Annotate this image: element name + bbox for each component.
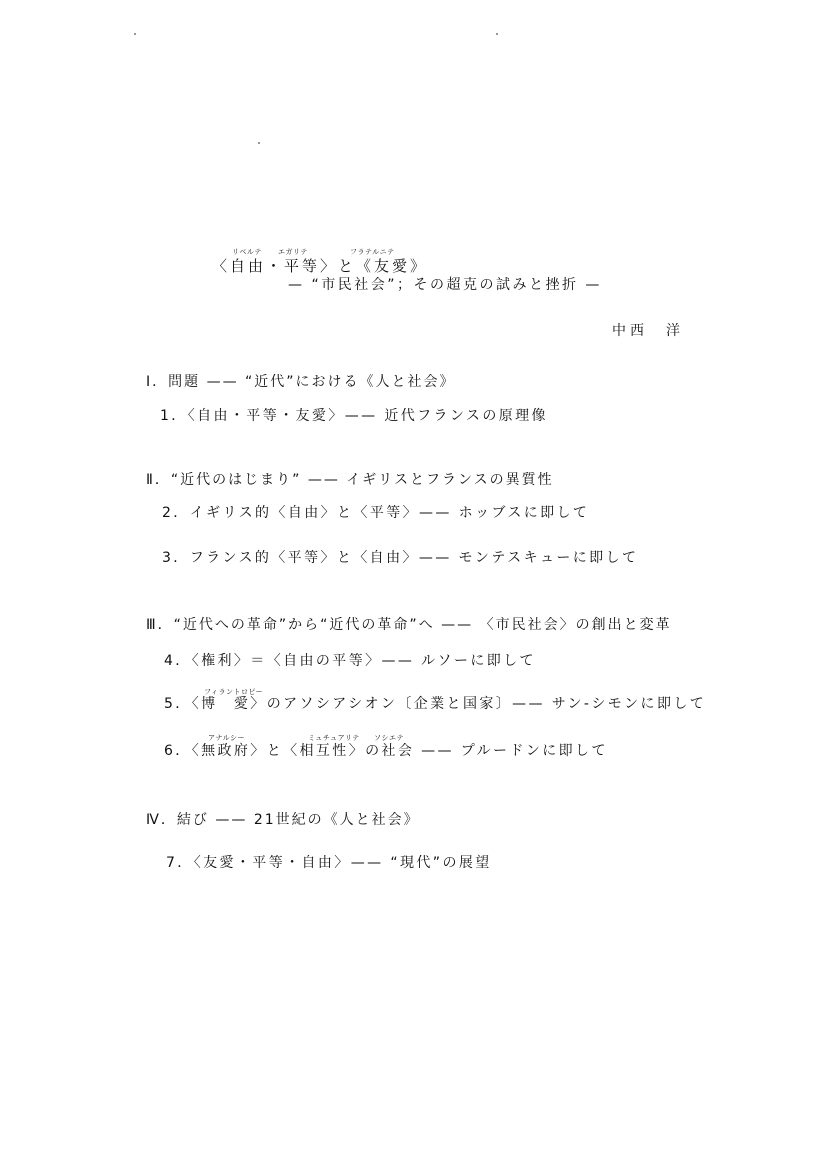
toc-item: 1．〈自由・平等・友愛〉—— 近代フランスの原理像 xyxy=(160,408,548,424)
section-heading: Ⅱ．“近代のはじまり” —— イギリスとフランスの異質性 xyxy=(146,472,554,488)
author-name: 中西 洋 xyxy=(612,323,684,339)
section-heading: Ⅳ．結び —— 21世紀の《人と社会》 xyxy=(146,812,420,828)
scan-speck xyxy=(496,33,498,35)
title-ruby-liberte: リベルテ xyxy=(232,248,262,256)
item5-ruby: フィラントロピー xyxy=(204,688,264,696)
document-title: 〈自由・平等〉と《友愛》 xyxy=(212,257,429,275)
item6-ruby-anarchie: アナルシー xyxy=(208,734,245,742)
toc-item: 7．〈友愛・平等・自由〉—— “現代”の展望 xyxy=(166,855,492,871)
toc-item: 3．フランス的〈平等〉と〈自由〉—— モンテスキューに即して xyxy=(162,550,639,566)
toc-item: 4．〈権利〉＝〈自由の平等〉—— ルソーに即して xyxy=(164,653,536,669)
item6-ruby-mutualite: ミュチュアリテ xyxy=(308,734,360,742)
document-subtitle: — “市民社会”；その超克の試みと挫折 — xyxy=(288,277,602,293)
scan-speck xyxy=(134,33,136,35)
item6-ruby-societe: ソシエテ xyxy=(374,734,404,742)
toc-item: 2．イギリス的〈自由〉と〈平等〉—— ホッブスに即して xyxy=(162,505,590,521)
section-heading: Ⅲ．“近代への革命”から“近代の革命”へ —— 〈市民社会〉の創出と変革 xyxy=(146,617,672,633)
title-ruby-egalite: エガリテ xyxy=(278,248,308,256)
title-ruby-fraternite: フラテルニテ xyxy=(350,248,395,256)
scan-speck xyxy=(258,142,260,144)
toc-item: 6．〈無政府〉と〈相互性〉の社会 —— プルードンに即して xyxy=(164,743,608,759)
section-heading: Ⅰ．問題 —— “近代”における《人と社会》 xyxy=(146,374,456,390)
toc-item: 5．〈博 愛〉のアソシアシオン〔企業と国家〕—— サン-シモンに即して xyxy=(164,696,707,712)
